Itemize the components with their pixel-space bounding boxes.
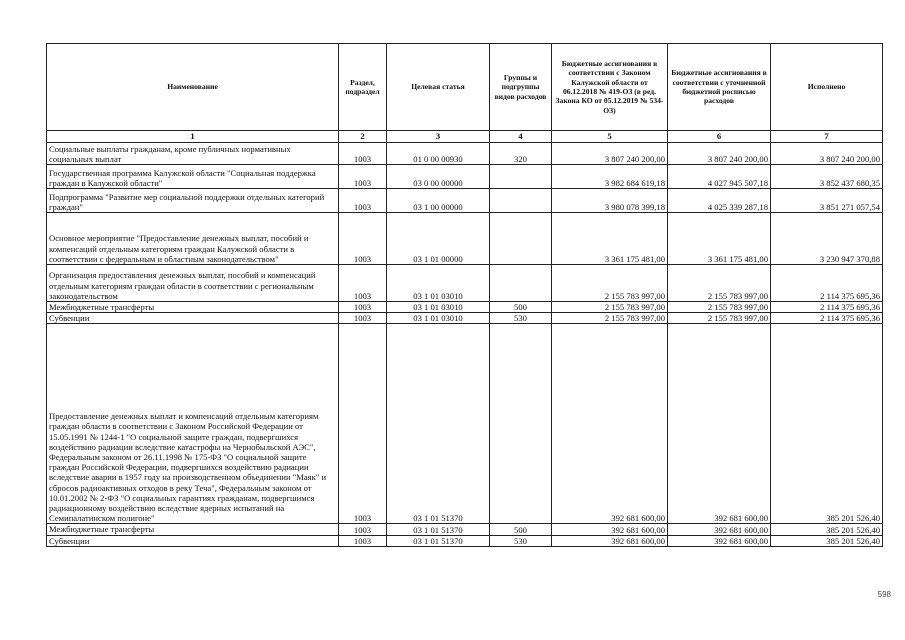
table-row	[47, 265, 883, 302]
row-section: 1003	[339, 143, 387, 165]
row-executed: 3 807 240 200,00	[771, 143, 883, 165]
row-budget-updated: 392 681 600,00	[668, 535, 771, 546]
row-group: 500	[490, 524, 552, 535]
budget-table	[46, 43, 883, 547]
row-budget-law: 3 982 684 619,18	[552, 165, 668, 189]
row-executed: 385 201 526,40	[771, 524, 883, 535]
row-budget-law: 392 681 600,00	[552, 535, 668, 546]
row-group	[490, 324, 552, 524]
header-article: Целевая статья	[387, 44, 490, 131]
col-number: 7	[771, 131, 883, 143]
column-number-row	[47, 131, 883, 143]
row-group	[490, 165, 552, 189]
row-section: 1003	[339, 535, 387, 546]
row-group	[490, 213, 552, 265]
table-row	[47, 302, 883, 313]
row-section: 1003	[339, 189, 387, 213]
row-budget-updated: 392 681 600,00	[668, 324, 771, 524]
row-budget-updated: 4 025 339 287,18	[668, 189, 771, 213]
table-row	[47, 213, 883, 265]
row-article: 03 1 01 00000	[387, 213, 490, 265]
row-section: 1003	[339, 524, 387, 535]
row-budget-law: 2 155 783 997,00	[552, 302, 668, 313]
header-executed: Исполнено	[771, 44, 883, 131]
row-section: 1003	[339, 302, 387, 313]
row-article: 03 1 01 51370	[387, 324, 490, 524]
row-budget-updated: 3 807 240 200,00	[668, 143, 771, 165]
col-number: 6	[668, 131, 771, 143]
col-number: 4	[490, 131, 552, 143]
row-executed: 2 114 375 695,36	[771, 265, 883, 302]
col-number: 3	[387, 131, 490, 143]
row-budget-law: 392 681 600,00	[552, 524, 668, 535]
row-budget-updated: 392 681 600,00	[668, 524, 771, 535]
row-article: 03 1 01 03010	[387, 302, 490, 313]
row-article: 01 0 00 00930	[387, 143, 490, 165]
row-group: 530	[490, 313, 552, 324]
header-name: Наименование	[47, 44, 339, 131]
row-group	[490, 189, 552, 213]
row-article: 03 1 01 51370	[387, 535, 490, 546]
row-name: Социальные выплаты гражданам, кроме публичных нормативных социальных выплат	[47, 143, 339, 165]
table-row	[47, 324, 883, 524]
table-row	[47, 313, 883, 324]
row-budget-law: 3 361 175 481,00	[552, 213, 668, 265]
row-name: Межбюджетные трансферты	[47, 302, 339, 313]
row-executed: 3 230 947 370,88	[771, 213, 883, 265]
header-budget-law: Бюджетные ассигнования в соответствии с Законом Калужской области от 06.12.2018 № 419-ОЗ (в ред. Закона КО от 05.12.2019 № 534-ОЗ)	[552, 44, 668, 131]
row-name: Субвенции	[47, 535, 339, 546]
row-section: 1003	[339, 324, 387, 524]
row-name: Межбюджетные трансферты	[47, 524, 339, 535]
row-group: 500	[490, 302, 552, 313]
row-article: 03 1 01 03010	[387, 313, 490, 324]
table-row	[47, 524, 883, 535]
row-executed: 3 852 437 680,35	[771, 165, 883, 189]
row-name: Предоставление денежных выплат и компенсаций отдельным категориям граждан области в соответствии с Законом Российской Федерации от 15.05.1991 № 1244-1 "О социальной защите граждан, подвергшихся воздействию радиации вследствие катастрофы на Чернобыльской АЭС", Федеральным законом от 26.11.1998 № 175-ФЗ "О социальной защите граждан Российской Федерации, подвергшихся воздействию радиации вследствие аварии в 1957 году на производственном объединении "Маяк" и сбросов радиоактивных отходов в реку Теча", Федеральным законом от 10.01.2002 № 2-ФЗ "О социальных гарантиях гражданам, подвергшимся радиационному воздействию вследствие ядерных испытаний на Семипалатинском полигоне"	[47, 324, 339, 524]
col-number: 2	[339, 131, 387, 143]
row-executed: 2 114 375 695,36	[771, 313, 883, 324]
row-budget-law: 392 681 600,00	[552, 324, 668, 524]
row-executed: 3 851 271 057,54	[771, 189, 883, 213]
table-row	[47, 143, 883, 165]
table-header-row	[47, 44, 883, 131]
table-row	[47, 189, 883, 213]
row-budget-updated: 3 361 175 481,00	[668, 213, 771, 265]
row-budget-law: 2 155 783 997,00	[552, 265, 668, 302]
row-section: 1003	[339, 265, 387, 302]
row-budget-law: 2 155 783 997,00	[552, 313, 668, 324]
row-executed: 2 114 375 695,36	[771, 302, 883, 313]
col-number: 5	[552, 131, 668, 143]
row-group	[490, 265, 552, 302]
row-budget-law: 3 807 240 200,00	[552, 143, 668, 165]
header-budget-updated: Бюджетные ассигнования в соответствии с уточненной бюджетной росписью расходов	[668, 44, 771, 131]
row-section: 1003	[339, 213, 387, 265]
col-number: 1	[47, 131, 339, 143]
row-section: 1003	[339, 165, 387, 189]
row-name: Государственная программа Калужской области "Социальная поддержка граждан в Калужской области"	[47, 165, 339, 189]
row-budget-updated: 2 155 783 997,00	[668, 265, 771, 302]
row-executed: 385 201 526,40	[771, 535, 883, 546]
row-executed: 385 201 526,40	[771, 324, 883, 524]
row-name: Субвенции	[47, 313, 339, 324]
header-section: Раздел, подраздел	[339, 44, 387, 131]
row-budget-updated: 4 027 945 507,18	[668, 165, 771, 189]
row-name: Основное мероприятие "Предоставление денежных выплат, пособий и компенсаций отдельным категориям граждан Калужской области в соответствии с федеральным и областным законодательством"	[47, 213, 339, 265]
row-budget-updated: 2 155 783 997,00	[668, 313, 771, 324]
row-budget-updated: 2 155 783 997,00	[668, 302, 771, 313]
row-budget-law: 3 980 078 399,18	[552, 189, 668, 213]
row-article: 03 1 01 51370	[387, 524, 490, 535]
table-row	[47, 165, 883, 189]
row-name: Организация предоставления денежных выплат, пособий и компенсаций отдельным категориям граждан области в соответствии с региональным законодательством	[47, 265, 339, 302]
row-group: 530	[490, 535, 552, 546]
row-group: 320	[490, 143, 552, 165]
page-number: 598	[877, 590, 891, 599]
row-section: 1003	[339, 313, 387, 324]
row-article: 03 1 01 03010	[387, 265, 490, 302]
row-article: 03 1 00 00000	[387, 189, 490, 213]
row-article: 03 0 00 00000	[387, 165, 490, 189]
table-row	[47, 535, 883, 546]
row-name: Подпрограмма "Развитие мер социальной поддержки отдельных категорий граждан"	[47, 189, 339, 213]
budget-report-sheet	[46, 43, 883, 547]
header-groups: Группы и подгруппы видов расходов	[490, 44, 552, 131]
